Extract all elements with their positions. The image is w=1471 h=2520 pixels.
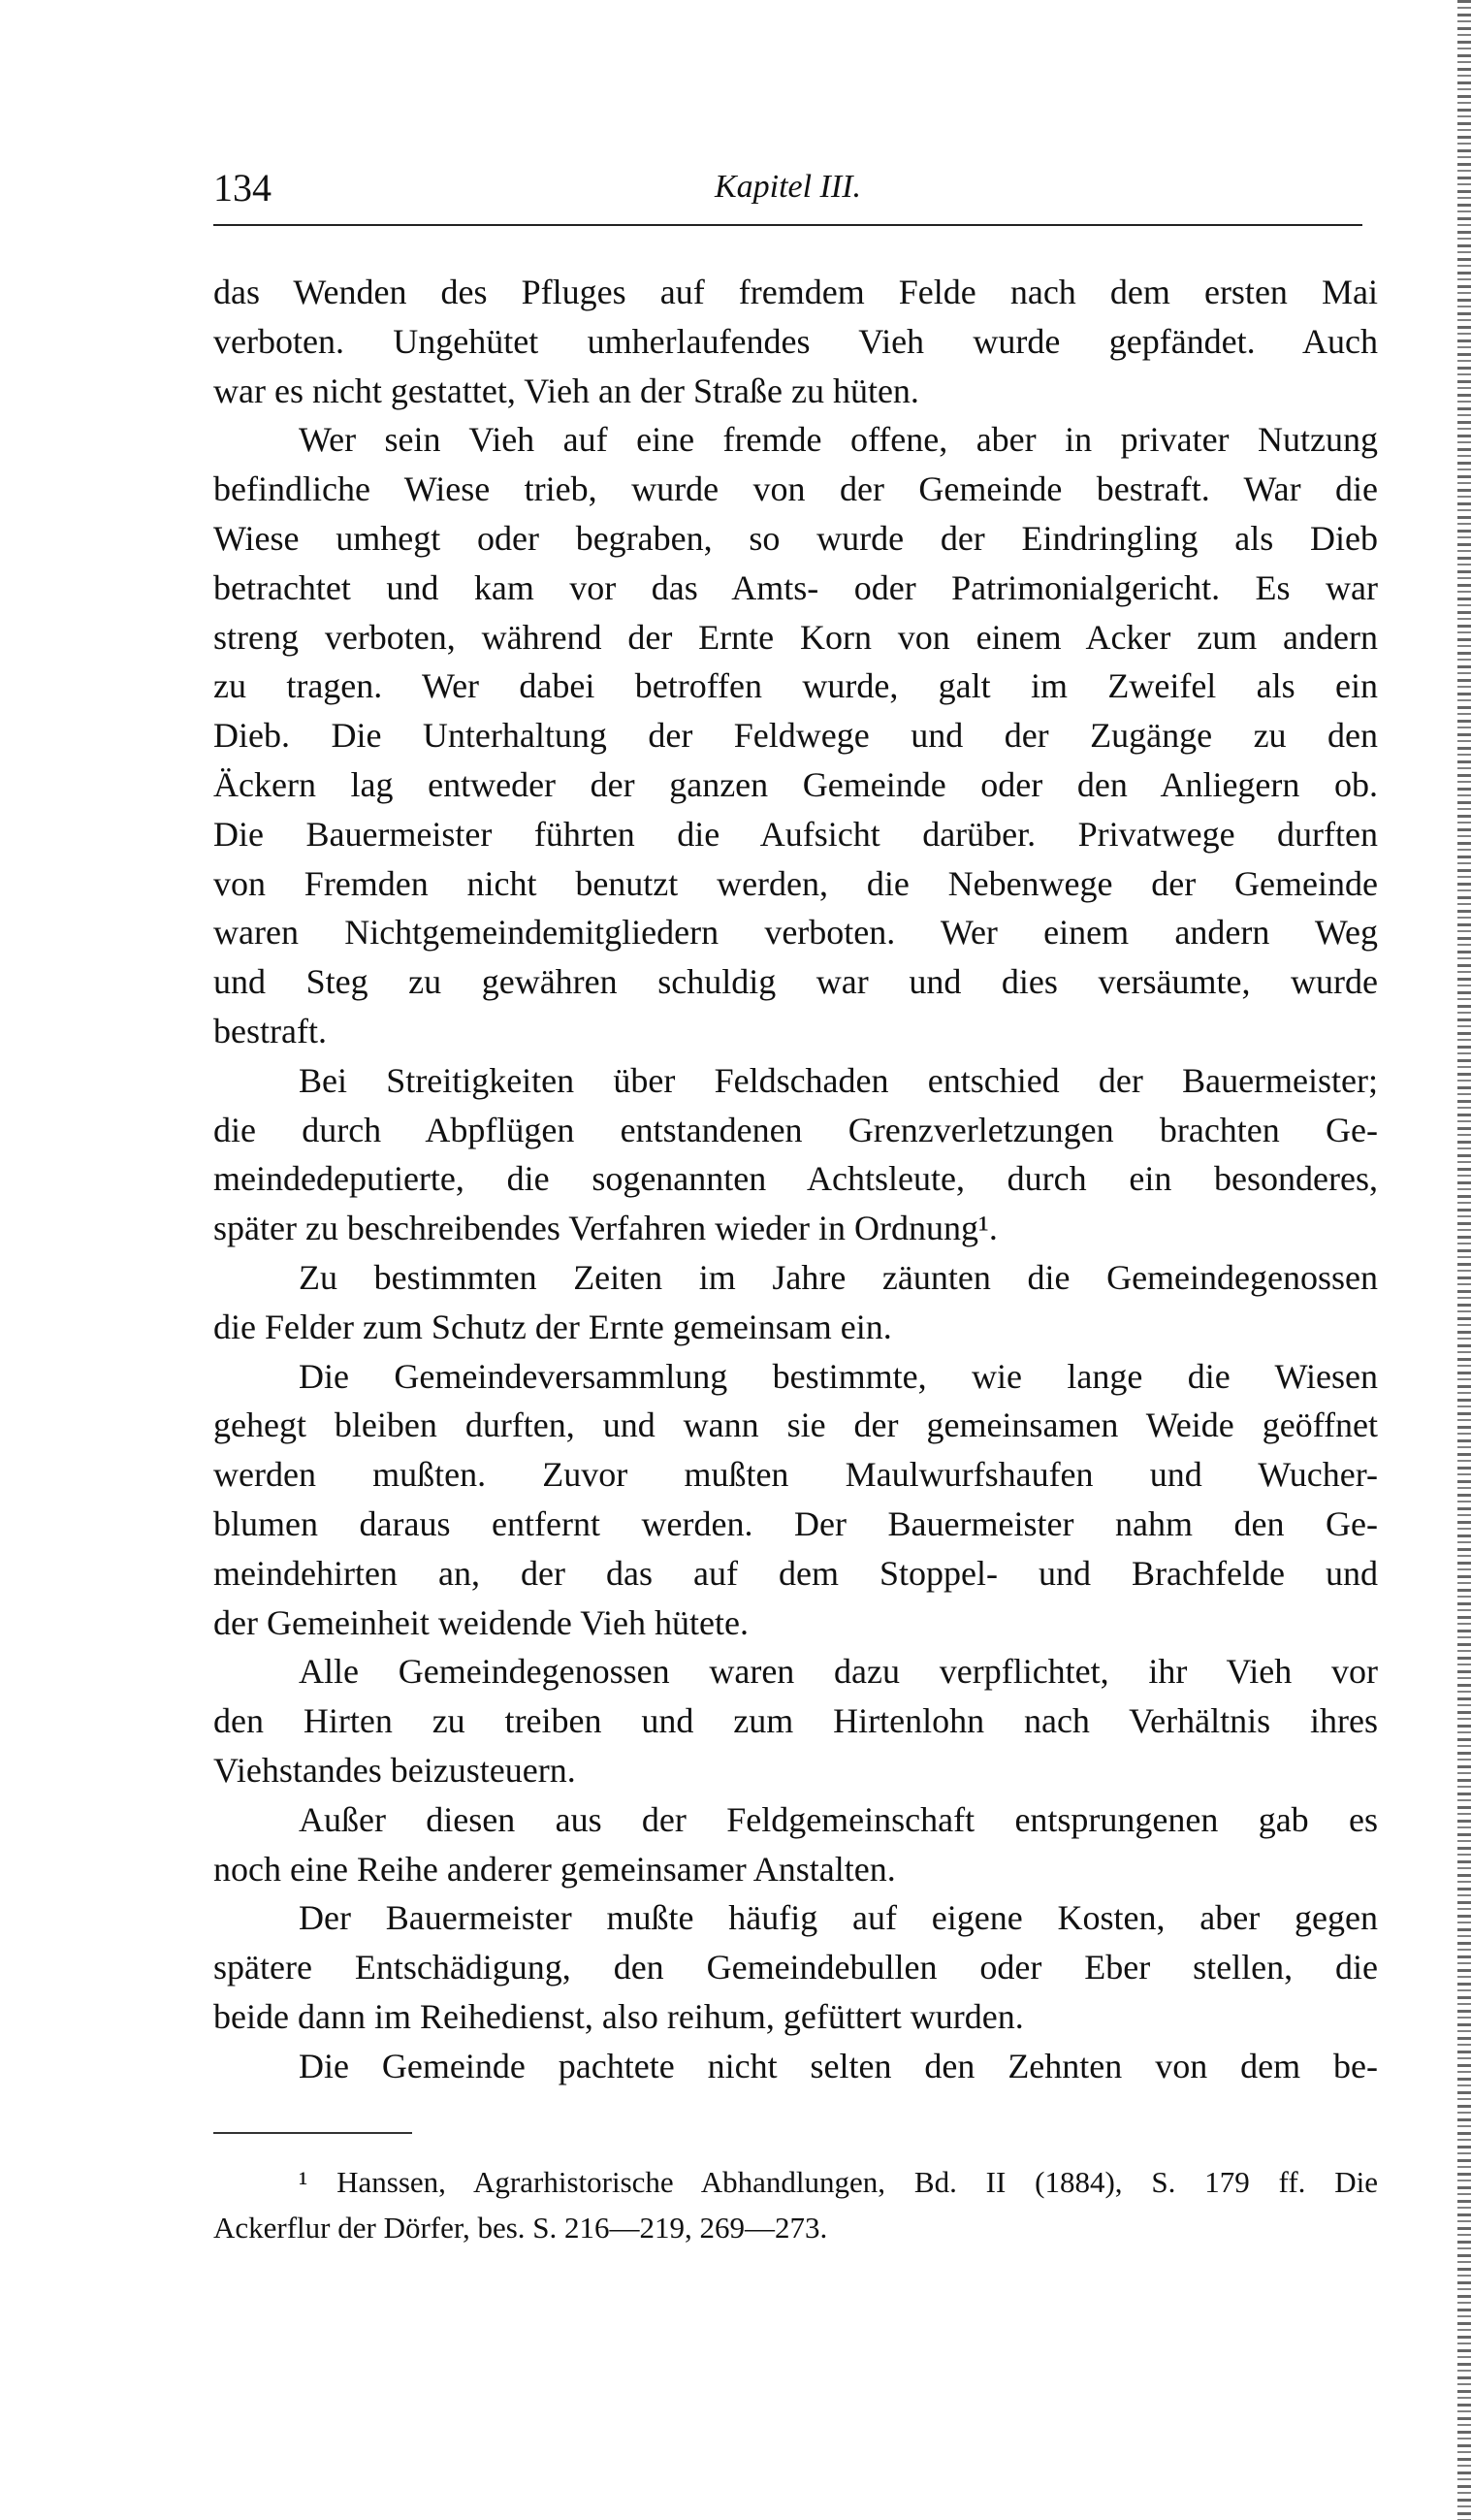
text-line: waren Nichtgemeindemitgliedern verboten. Wer einem andern Weg — [213, 913, 1378, 953]
text-line: von Fremden nicht benutzt werden, die Nebenwege der Gemeinde — [213, 863, 1378, 903]
text-line: Äckern lag entweder der ganzen Gemeinde oder den Anliegern ob. — [213, 764, 1378, 804]
text-line: den Hirten zu treiben und zum Hirtenlohn nach Verhältnis ihres — [213, 1701, 1378, 1741]
text-line: später zu beschreibendes Verfahren wieder in Ordnung¹. — [213, 1209, 998, 1248]
text-line: noch eine Reihe anderer gemeinsamer Anstalten. — [213, 1849, 896, 1889]
text-line: Bei Streitigkeiten über Feldschaden entschied der Bauermeister; — [299, 1060, 1378, 1100]
text-line: werden mußten. Zuvor mußten Maulwurfshaufen und Wucher- — [213, 1455, 1378, 1495]
text-line: das Wenden des Pfluges auf fremdem Felde nach dem ersten Mai — [213, 273, 1378, 311]
text-line: Wiese umhegt oder begraben, so wurde der Eindringling als Dieb — [213, 518, 1378, 558]
text-line: die Felder zum Schutz der Ernte gemeinsam ein. — [213, 1307, 892, 1346]
text-line: Der Bauermeister mußte häufig auf eigene Kosten, aber gegen — [299, 1898, 1378, 1938]
text-line: Zu bestimmten Zeiten im Jahre zäunten die Gemeindegenossen — [299, 1257, 1378, 1297]
footnotes — [213, 2159, 1378, 2250]
scan-edge — [1457, 0, 1471, 2520]
page-number: 134 — [213, 166, 272, 210]
text-line: gehegt bleiben durften, und wann sie der gemeinsamen Weide geöffnet — [213, 1405, 1378, 1445]
text-line: befindliche Wiese trieb, wurde von der Gemeinde bestraft. War die — [213, 469, 1378, 509]
text-line: bestraft. — [213, 1011, 327, 1050]
footnote-line: Ackerflur der Dörfer, bes. S. 216—219, 269—273. — [213, 2211, 828, 2245]
body-text — [213, 268, 1378, 2090]
text-line: spätere Entschädigung, den Gemeindebullen oder Eber stellen, die — [213, 1948, 1378, 1987]
text-line: beide dann im Reihedienst, also reihum, gefüttert wurden. — [213, 1996, 1024, 2036]
text-line: Alle Gemeindegenossen waren dazu verpflichtet, ihr Vieh vor — [299, 1652, 1378, 1692]
text-line: die durch Abpflügen entstandenen Grenzverletzungen brachten Ge- — [213, 1110, 1378, 1149]
text-line: war es nicht gestattet, Vieh an der Straße zu hüten. — [213, 371, 919, 410]
page-header — [213, 165, 1362, 223]
footnote-rule — [213, 2132, 412, 2134]
running-title: Kapitel III. — [714, 169, 862, 205]
footnote-line: ¹ Hanssen, Agrarhistorische Abhandlungen, Bd. II (1884), S. 179 ff. Die — [299, 2165, 1378, 2199]
text-line: Viehstandes beizusteuern. — [213, 1750, 576, 1790]
header-rule — [213, 224, 1362, 226]
text-line: Dieb. Die Unterhaltung der Feldwege und der Zugänge zu den — [213, 716, 1378, 756]
text-line: der Gemeinheit weidende Vieh hütete. — [213, 1602, 749, 1642]
text-line: zu tragen. Wer dabei betroffen wurde, galt im Zweifel als ein — [213, 666, 1378, 706]
text-line: streng verboten, während der Ernte Korn von einem Acker zum andern — [213, 617, 1378, 657]
text-line: Die Bauermeister führten die Aufsicht darüber. Privatwege durften — [213, 814, 1378, 854]
text-line: betrachtet und kam vor das Amts- oder Patrimonialgericht. Es war — [213, 567, 1378, 607]
text-line: Die Gemeinde pachtete nicht selten den Zehnten von dem be- — [299, 2046, 1378, 2085]
text-line: verboten. Ungehütet umherlaufendes Vieh wurde gepfändet. Auch — [213, 321, 1378, 361]
text-line: meindehirten an, der das auf dem Stoppel- und Brachfelde und — [213, 1553, 1378, 1593]
text-line: Außer diesen aus der Feldgemeinschaft entsprungenen gab es — [299, 1799, 1378, 1839]
text-line: blumen daraus entfernt werden. Der Bauermeister nahm den Ge- — [213, 1503, 1378, 1543]
text-line: und Steg zu gewähren schuldig war und dies versäumte, wurde — [213, 962, 1378, 1002]
text-line: Die Gemeindeversammlung bestimmte, wie lange die Wiesen — [299, 1356, 1378, 1396]
text-line: meindedeputierte, die sogenannten Achtsleute, durch ein besonderes, — [213, 1159, 1378, 1199]
text-line: Wer sein Vieh auf eine fremde offene, aber in privater Nutzung — [299, 420, 1378, 460]
